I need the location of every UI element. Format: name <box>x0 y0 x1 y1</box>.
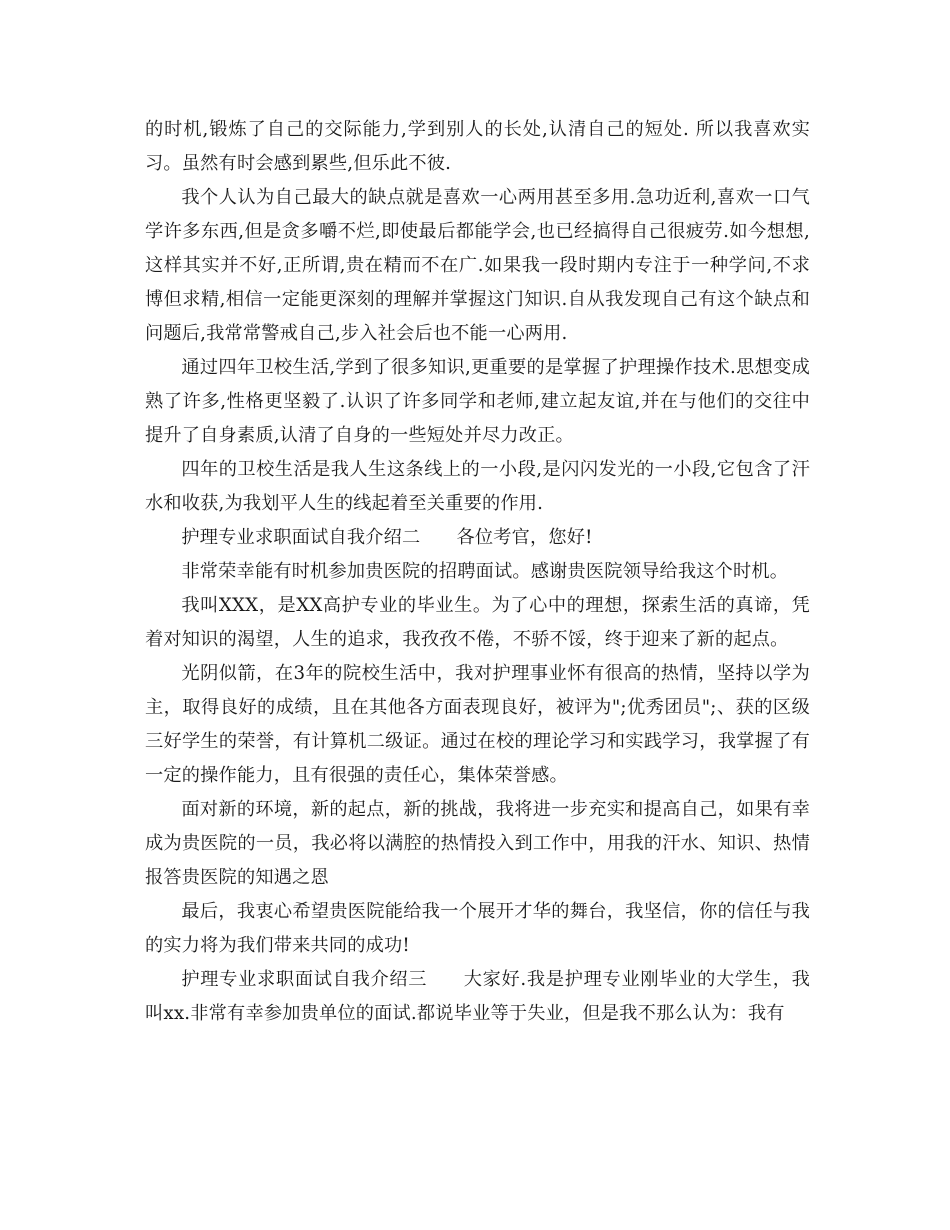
paragraph-4: 四年的卫校生活是我人生这条线上的一小段,是闪闪发光的一小段,它包含了汗水和收获,为我划平人生的线起着至关重要的作用. <box>145 459 810 514</box>
paragraph-3: 通过四年卫校生活,学到了很多知识,更重要的是掌握了护理操作技术.思想变成熟了许多,性格更坚毅了.认识了许多同学和老师,建立起友谊,并在与他们的交往中提升了自身素质,认清了自身的一些短处并尽力改正。 <box>145 357 810 446</box>
paragraph-11 <box>145 963 810 1031</box>
greeting-text: 各位考官，您好! <box>456 527 593 548</box>
paragraph-8: 光阴似箭，在3年的院校生活中，我对护理事业怀有很高的热情，坚持以学为主，取得良好的成绩，且在其他各方面表现良好，被评为";优秀团员";、获的区级三好学生的荣誉，有计算机二级证。通过在校的理论学习和实践学习，我掌握了有一定的操作能力，且有很强的责任心，集体荣誉感。 <box>145 663 810 786</box>
paragraph-10: 最后，我衷心希望贵医院能给我一个展开才华的舞台，我坚信，你的信任与我的实力将为我们带来共同的成功! <box>145 901 810 956</box>
paragraph-2: 我个人认为自己最大的缺点就是喜欢一心两用甚至多用.急功近利,喜欢一口气学许多东西,但是贪多嚼不烂,即使最后都能学会,也已经搞得自己很疲劳.如今想想,这样其实并不好,正所谓,贵在精而不在广.如果我一段时期内专注于一种学问,不求博但求精,相信一定能更深刻的理解并掌握这门知识.自从我发现自己有这个缺点和问题后,我常常警戒自己,步入社会后也不能一心两用. <box>145 187 810 344</box>
paragraph-5 <box>145 521 810 555</box>
paragraph-7: 我叫XXX，是XX高护专业的毕业生。为了心中的理想，探索生活的真谛，凭着对知识的渴望，人生的追求，我孜孜不倦，不骄不馁，终于迎来了新的起点。 <box>145 595 810 650</box>
paragraph-9: 面对新的环境，新的起点，新的挑战，我将进一步充实和提高自己，如果有幸成为贵医院的一员，我必将以满腔的热情投入到工作中，用我的汗水、知识、热情报答贵医院的知遇之恩 <box>145 799 810 888</box>
intro-text: 大家好.我是护理专业刚毕业的大学生，我叫xx.非常有幸参加贵单位的面试.都说毕业等于失业，但是我不那么认为：我有 <box>145 969 810 1024</box>
paragraph-6: 非常荣幸能有时机参加贵医院的招聘面试。感谢贵医院领导给我这个时机。 <box>181 561 789 582</box>
document-page <box>145 113 810 1031</box>
section-heading-2: 护理专业求职面试自我介绍二 <box>181 527 421 548</box>
paragraph-1: 的时机,锻炼了自己的交际能力,学到别人的长处,认清自己的短处. 所以我喜欢实习。虽然有时会感到累些,但乐此不彼. <box>145 119 810 174</box>
section-heading-3: 护理专业求职面试自我介绍三 <box>181 969 428 990</box>
